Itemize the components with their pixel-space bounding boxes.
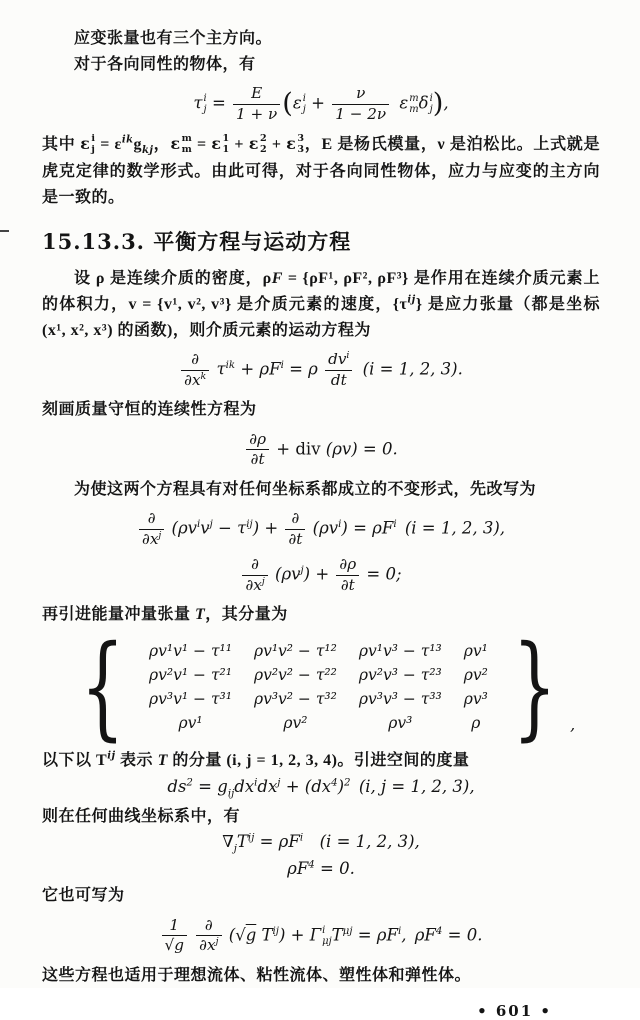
matrix-cell: ρv¹ (463, 641, 488, 660)
matrix-cell: ρv² (283, 713, 308, 732)
scan-artifact-dash (0, 230, 9, 232)
matrix-cell: ρv²v³ − τ²³ (358, 665, 442, 684)
paragraph-continuity-intro: 刻画质量守恒的连续性方程为 (42, 401, 257, 419)
equation-rewritten-motion: $\frac{\partial}{\partial x^j}$ $(\rho v^iv^j - \tau^{ij})$ + $\frac{\partial}{\partial t}$ $(\rho v^i) = \rho F^i$ (i = 1, 2, 3), (42, 510, 600, 548)
equation-hooke-law: τ i j = $\frac{E}{1 + \nu}$ (ε i j + $\frac{\nu}{1 - 2\nu}$ ε m m δ i j ), (193, 84, 449, 123)
matrix-row (138, 711, 499, 735)
paragraph-applicability: 这些方程也适用于理想流体、粘性流体、塑性体和弹性体。 (42, 966, 472, 984)
matrix-row (138, 639, 499, 663)
paragraph-where-definitions: 其中 ε i j = $\varepsilon^{ik}g_{kj}$，ε m m = ε 1 1 + ε 2 2 + ε 3 3 ，E 是杨氏模量，ν 是泊松比。上式就是虎克定律的数学形式。由此可得，对于各向同性物体，应力与应变的主方向是一致的。 (42, 132, 600, 206)
matrix-cell: ρv² (463, 665, 488, 684)
matrix-cell: ρv²v² − τ²² (253, 665, 337, 684)
matrix-cell: ρv³v¹ − τ³¹ (149, 689, 232, 708)
paragraph-alternative-form: 它也可写为 (42, 887, 125, 905)
section-heading: 15.13.3. 平衡方程与运动方程 (42, 229, 352, 255)
equation-christoffel-form: $\frac{1}{√g}$ $\frac{\partial}{\partial x^j}$ (√g $T^{ij}) + \Gamma$ i μj $T^{\mu j} = \rho F^i$, $\rho F^4 = 0$. (42, 917, 600, 955)
matrix-cell: ρv¹v² − τ¹² (253, 641, 337, 660)
matrix-cell: ρv¹v³ − τ¹³ (358, 641, 442, 660)
matrix-cell: ρv¹v¹ − τ¹¹ (149, 641, 232, 660)
equation-continuity: $\frac{\partial\rho}{\partial t}$ + div (ρv) = 0. (42, 431, 600, 469)
equation-metric: $ds^2 = g_{ij}dx^idx^j + (dx^4)^2$ (i, j = 1, 2, 3), (167, 776, 475, 799)
paragraph-energy-momentum-intro: 再引进能量冲量张量 T，其分量为 (42, 606, 288, 624)
matrix-cell: ρv³v² − τ³² (253, 689, 337, 708)
matrix-cell: ρv³ (463, 689, 488, 708)
matrix-row (138, 663, 499, 687)
equation-rewritten-continuity: $\frac{\partial}{\partial x^j}$ $(\rho v^j)$ + $\frac{\partial\rho}{\partial t}$ = 0; (42, 556, 600, 594)
equation-motion: $\frac{\partial}{\partial x^k}$ $\tau^{ik} + \rho F^i = \rho$ $\frac{dv^i}{dt}$ (i = 1, 2, 3). (42, 351, 600, 389)
equation-covariant-divergence: $\nabla_jT^{ij} = \rho F^i$ (i = 1, 2, 3), (222, 832, 420, 855)
paragraph-setup: 设 ρ 是连续介质的密度，ρF = {ρF¹, ρF², ρF³} 是作用在连续介质元素上的体积力，v = {v¹, v², v³} 是介质元素的速度，$\{\tau^{ij}\}$ 是应力张量（都是坐标 (x¹, x², x³) 的函数)，则介质元素的运动方程为 (42, 270, 600, 339)
paragraph-strain-principal: 应变张量也有三个主方向。 (74, 30, 273, 47)
matrix-grid (138, 639, 499, 735)
matrix-cell: ρv³ (388, 713, 413, 732)
paragraph-curvilinear: 则在任何曲线坐标系中，有 (42, 807, 241, 825)
page-number: • 601 • (477, 1002, 552, 1020)
matrix-cell: ρv³v³ − τ³³ (358, 689, 442, 708)
matrix-cell: ρv¹ (178, 713, 203, 732)
matrix-right-brace: } (512, 621, 557, 752)
paragraph-invariant-form: 为使这两个方程具有对任何坐标系都成立的不变形式，先改写为 (74, 480, 537, 498)
paragraph-components-metric: 以下以 $T^{ij}$ 表示 T 的分量 (i, j = 1, 2, 3, 4)。引进空间的度量 (42, 750, 470, 770)
matrix-cell: ρ (471, 713, 481, 732)
matrix-cell: ρv²v¹ − τ²¹ (149, 665, 232, 684)
energy-momentum-tensor-matrix (42, 621, 600, 752)
matrix-left-brace: { (80, 621, 125, 752)
matrix-trailing-comma: , (570, 715, 576, 735)
matrix-row (138, 687, 499, 711)
equation-force-component-four: $\rho F^4 = 0$. (287, 859, 355, 879)
paragraph-isotropic: 对于各向同性的物体，有 (74, 55, 256, 73)
